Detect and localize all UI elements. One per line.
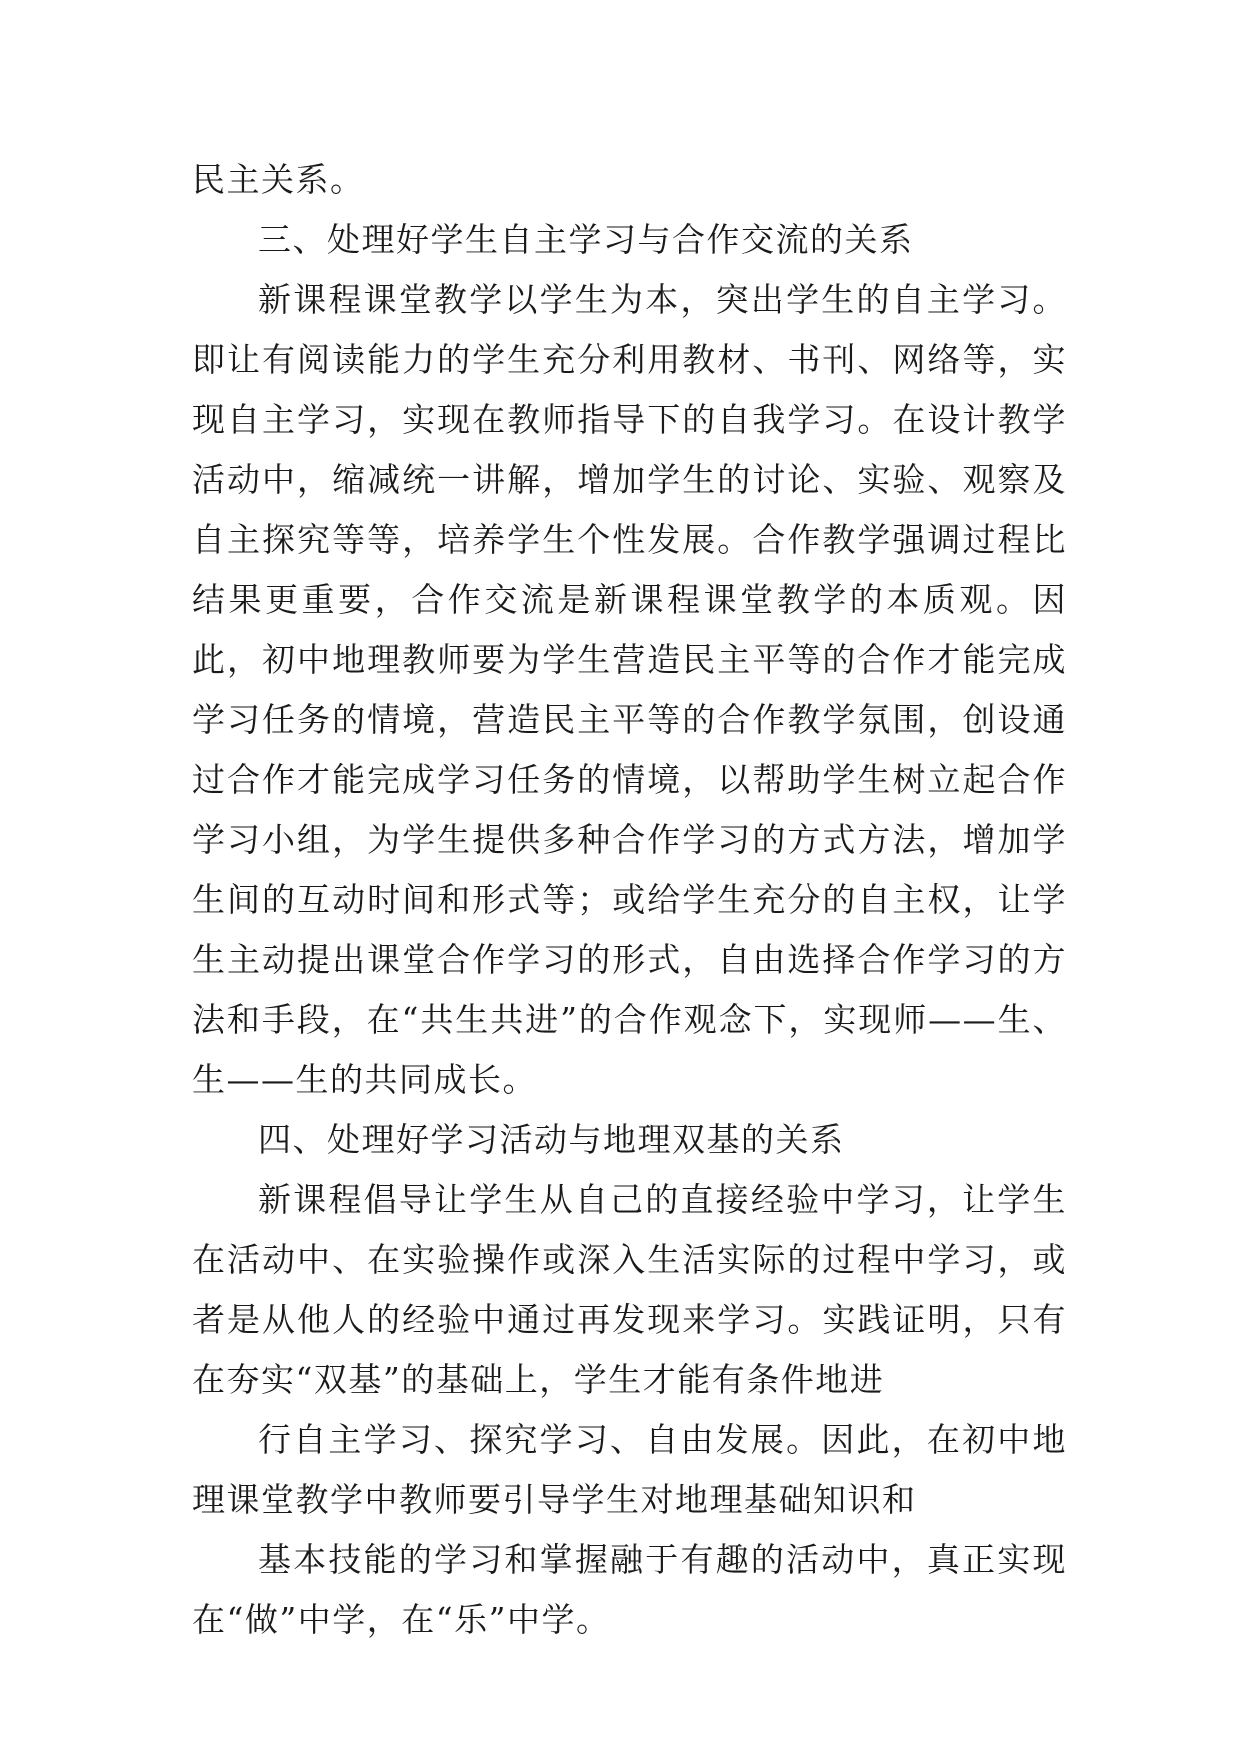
section-heading-4: 四、处理好学习活动与地理双基的关系	[258, 1120, 845, 1159]
document-body	[192, 150, 1067, 1650]
paragraph-geography-teaching: 行自主学习、探究学习、自由发展。因此，在初中地理课堂教学中教师要引导学生对地理基础知识和	[192, 1420, 1067, 1519]
paragraph-learning-activities: 新课程倡导让学生从自己的直接经验中学习，让学生在活动中、在实验操作或深入生活实际的过程中学习，或者是从他人的经验中通过再发现来学习。实践证明，只有在夯实“双基”的基础上，学生才能有条件地进	[192, 1180, 1067, 1399]
paragraph-basic-skills: 基本技能的学习和掌握融于有趣的活动中，真正实现在“做”中学，在“乐”中学。	[192, 1540, 1067, 1639]
section-heading-3: 三、处理好学生自主学习与合作交流的关系	[258, 220, 914, 259]
paragraph-autonomous-learning: 新课程课堂教学以学生为本，突出学生的自主学习。即让有阅读能力的学生充分利用教材、书刊、网络等，实现自主学习，实现在教师指导下的自我学习。在设计教学活动中，缩减统一讲解，增加学生的讨论、实验、观察及自主探究等等，培养学生个性发展。合作教学强调过程比结果更重要，合作交流是新课程课堂教学的本质观。因此，初中地理教师要为学生营造民主平等的合作才能完成学习任务的情境，营造民主平等的合作教学氛围，创设通过合作才能完成学习任务的情境，以帮助学生树立起合作学习小组，为学生提供多种合作学习的方式方法，增加学生间的互动时间和形式等；或给学生充分的自主权，让学生主动提出课堂合作学习的形式，自由选择合作学习的方法和手段，在“共生共进”的合作观念下，实现师——生、生——生的共同成长。	[192, 280, 1067, 1099]
paragraph-continuation: 民主关系。	[192, 160, 365, 199]
